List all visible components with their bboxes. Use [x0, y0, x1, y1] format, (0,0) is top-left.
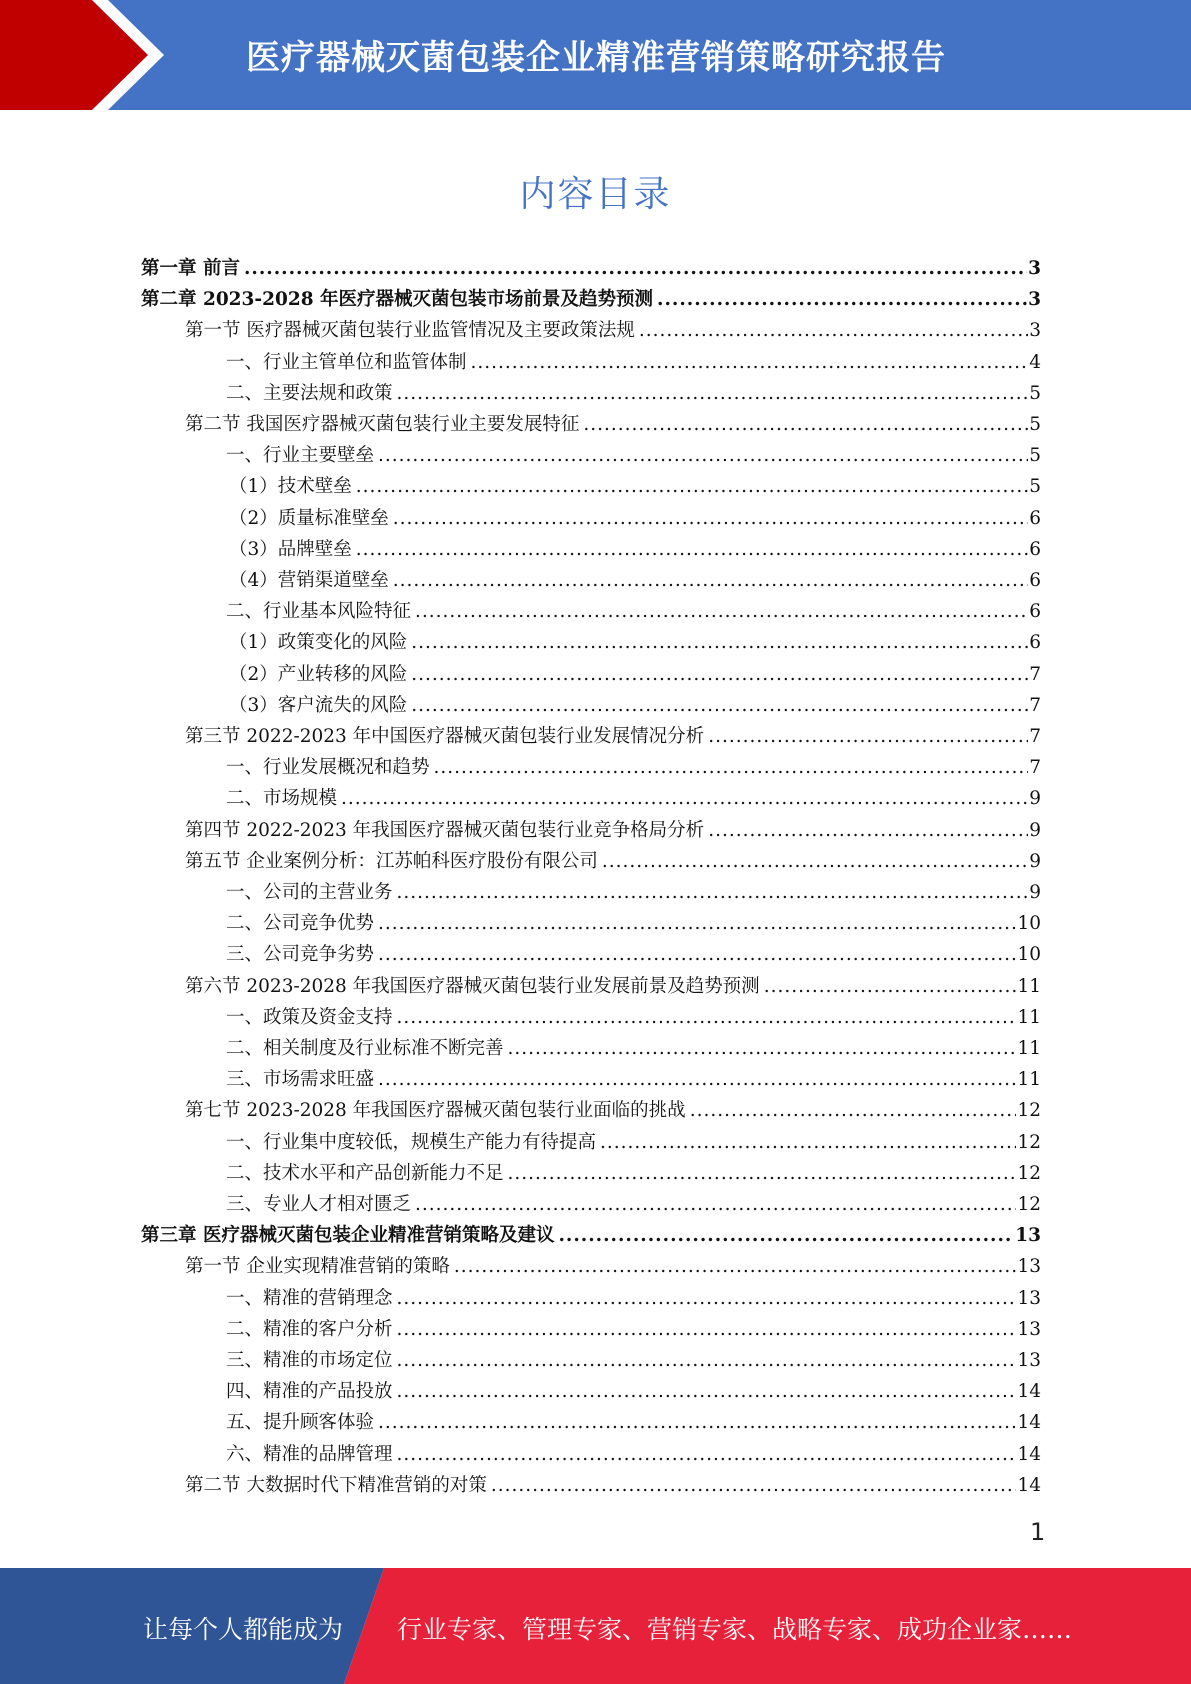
- toc-entry-label: 三、精准的市场定位: [226, 1350, 393, 1371]
- toc-dot-leader: [356, 471, 1028, 502]
- toc-entry[interactable]: [226, 1439, 1041, 1470]
- toc-entry[interactable]: [229, 503, 1041, 534]
- toc-entry-page: 6: [1029, 632, 1041, 654]
- toc-dot-leader: [764, 971, 1017, 1002]
- footer-banner: [0, 1568, 1191, 1684]
- toc-entry[interactable]: [226, 1127, 1041, 1158]
- toc-entry-label: 第三节 2022-2023 年中国医疗器械灭菌包装行业发展情况分析: [185, 726, 705, 747]
- toc-entry-label: 一、公司的主营业务: [226, 882, 393, 903]
- toc-entry[interactable]: [226, 783, 1041, 814]
- header-banner: [0, 0, 1191, 110]
- toc-entry[interactable]: [226, 877, 1041, 908]
- toc-entry-page: 3: [1028, 258, 1041, 279]
- toc-entry-page: 14: [1017, 1474, 1041, 1496]
- toc-dot-leader: [356, 534, 1028, 565]
- toc-entry-page: 5: [1029, 445, 1041, 467]
- toc-entry-label: 一、行业发展概况和趋势: [226, 757, 430, 779]
- toc-heading: 内容目录: [519, 174, 672, 215]
- toc-entry-label: 二、市场规模: [226, 788, 338, 810]
- toc-entry-page: 7: [1029, 726, 1041, 747]
- toc-entry-page: 11: [1017, 1038, 1041, 1059]
- toc-dot-leader: [491, 1470, 1017, 1501]
- toc-entry-page: 13: [1017, 1287, 1041, 1309]
- toc-entry-page: 13: [1017, 1350, 1041, 1371]
- toc-entry-page: 11: [1017, 1069, 1041, 1091]
- toc-entry-page: 6: [1029, 507, 1041, 529]
- toc-entry-label: 一、政策及资金支持: [226, 1006, 393, 1028]
- toc-entry[interactable]: [185, 1095, 1041, 1126]
- toc-entry-page: 13: [1017, 1256, 1041, 1278]
- toc-dot-leader: [600, 1127, 1016, 1158]
- toc-entry-label: 第六节 2023-2028 年我国医疗器械灭菌包装行业发展前景及趋势预测: [185, 975, 760, 997]
- toc-entry[interactable]: [226, 1189, 1041, 1220]
- toc-dot-leader: [411, 690, 1028, 721]
- toc-entry-label: 第三章 医疗器械灭菌包装企业精准营销策略及建议: [141, 1225, 555, 1247]
- toc-dot-leader: [397, 1439, 1017, 1470]
- toc-dot-leader: [657, 284, 1027, 315]
- toc-entry-page: 9: [1029, 850, 1041, 872]
- toc-entry-page: 9: [1029, 788, 1041, 810]
- toc-dot-leader: [378, 1407, 1016, 1438]
- toc-dot-leader: [508, 1033, 1017, 1064]
- toc-dot-leader: [639, 315, 1028, 346]
- toc-entry-label: （3）品牌壁垒: [229, 538, 352, 560]
- toc-entry-label: （2）产业转移的风险: [229, 663, 408, 685]
- toc-dot-leader: [558, 1220, 1014, 1251]
- toc-entry[interactable]: [185, 409, 1041, 440]
- toc-dot-leader: [411, 659, 1028, 690]
- toc-dot-leader: [244, 253, 1027, 284]
- toc-entry[interactable]: [226, 1314, 1041, 1345]
- toc-entry[interactable]: [226, 378, 1041, 409]
- toc-entry-label: 二、精准的客户分析: [226, 1318, 393, 1340]
- toc-entry-label: （2）质量标准壁垒: [229, 507, 389, 529]
- toc-entry-label: 五、提升顾客体验: [226, 1412, 375, 1434]
- toc-entry[interactable]: [226, 1376, 1041, 1407]
- toc-entry-label: 第五节 企业案例分析：江苏帕科医疗股份有限公司: [185, 850, 598, 872]
- toc-entry-label: 第二节 我国医疗器械灭菌包装行业主要发展特征: [185, 414, 580, 435]
- toc-entry[interactable]: [185, 1470, 1041, 1501]
- toc-entry-page: 6: [1029, 538, 1041, 560]
- toc-entry[interactable]: [185, 315, 1041, 346]
- toc-dot-leader: [397, 1376, 1017, 1407]
- toc-entry-label: 四、精准的产品投放: [226, 1381, 393, 1403]
- toc-entry[interactable]: [229, 471, 1041, 502]
- toc-dot-leader: [397, 877, 1029, 908]
- toc-entry[interactable]: [229, 565, 1041, 596]
- toc-entry-label: 二、公司竞争优势: [226, 913, 375, 935]
- toc-chapter-entry[interactable]: [141, 284, 1041, 315]
- toc-entry[interactable]: [226, 752, 1041, 783]
- toc-entry-label: 第一节 企业实现精准营销的策略: [185, 1256, 450, 1278]
- toc-dot-leader: [583, 409, 1028, 440]
- toc-entry-label: 一、行业集中度较低，规模生产能力有待提高: [226, 1131, 597, 1153]
- footer-slogan-left: 让每个人都能成为: [143, 1615, 344, 1644]
- toc-entry-label: 第一节 医疗器械灭菌包装行业监管情况及主要政策法规: [185, 320, 635, 342]
- toc-entry[interactable]: [226, 1345, 1041, 1376]
- toc-entry[interactable]: [226, 1407, 1041, 1438]
- toc-entry[interactable]: [226, 1064, 1041, 1095]
- footer-slogan-right: 行业专家、管理专家、营销专家、战略专家、成功企业家……: [397, 1615, 1073, 1644]
- toc-entry-page: 14: [1017, 1443, 1041, 1465]
- toc-entry-page: 7: [1029, 694, 1041, 716]
- toc-dot-leader: [341, 783, 1028, 814]
- toc-entry-label: 第四节 2022-2023 年我国医疗器械灭菌包装行业竞争格局分析: [185, 819, 705, 841]
- report-title: 医疗器械灭菌包装企业精准营销策略研究报告: [246, 38, 946, 78]
- toc-entry-page: 12: [1017, 1100, 1041, 1122]
- toc-dot-leader: [454, 1251, 1017, 1282]
- toc-entry[interactable]: [185, 1251, 1041, 1282]
- toc-entry-page: 14: [1017, 1412, 1041, 1434]
- toc-entry-label: 一、精准的营销理念: [226, 1287, 393, 1309]
- toc-entry[interactable]: [226, 1283, 1041, 1314]
- toc-entry-page: 6: [1029, 601, 1041, 623]
- toc-entry-page: 9: [1029, 882, 1041, 903]
- toc-entry-label: 六、精准的品牌管理: [226, 1443, 393, 1465]
- toc-entry-label: 二、相关制度及行业标准不断完善: [226, 1038, 504, 1059]
- toc-entry-page: 11: [1017, 975, 1041, 997]
- toc-dot-leader: [690, 1095, 1017, 1126]
- toc-entry-label: 第二章 2023-2028 年医疗器械灭菌包装市场前景及趋势预测: [141, 289, 654, 311]
- toc-entry-page: 5: [1029, 476, 1041, 498]
- toc-entry-label: 二、技术水平和产品创新能力不足: [226, 1162, 504, 1184]
- toc-entry-label: 第七节 2023-2028 年我国医疗器械灭菌包装行业面临的挑战: [185, 1100, 686, 1122]
- toc-dot-leader: [378, 1064, 1016, 1095]
- toc-entry-label: （1）技术壁垒: [229, 476, 352, 498]
- toc-dot-leader: [397, 1345, 1017, 1376]
- toc-entry[interactable]: [229, 534, 1041, 565]
- toc-entry[interactable]: [226, 1033, 1041, 1064]
- toc-dot-leader: [708, 815, 1028, 846]
- toc-entry-label: 第二节 大数据时代下精准营销的对策: [185, 1474, 487, 1496]
- toc-entry-page: 4: [1029, 351, 1041, 373]
- toc-entry-page: 9: [1029, 819, 1041, 841]
- toc-dot-leader: [393, 503, 1028, 534]
- toc-entry-label: 一、行业主管单位和监管体制: [226, 351, 467, 373]
- toc-entry[interactable]: [229, 627, 1041, 658]
- toc-dot-leader: [415, 596, 1028, 627]
- toc-entry[interactable]: [226, 1002, 1041, 1033]
- toc-dot-leader: [397, 1002, 1017, 1033]
- toc-entry-page: 13: [1017, 1318, 1041, 1340]
- toc-entry-label: （3）客户流失的风险: [229, 694, 408, 716]
- page-number: 1: [1030, 1518, 1046, 1546]
- toc-entry-label: 三、公司竞争劣势: [226, 944, 375, 966]
- toc-entry-label: 二、行业基本风险特征: [226, 601, 412, 623]
- toc-entry[interactable]: [226, 908, 1041, 939]
- toc-entry-page: 6: [1029, 570, 1041, 591]
- toc-entry-page: 10: [1017, 944, 1041, 966]
- toc-entry-page: 13: [1015, 1225, 1041, 1247]
- toc-dot-leader: [397, 1314, 1017, 1345]
- toc-dot-leader: [602, 846, 1028, 877]
- toc-entry-label: 第一章 前言: [141, 258, 240, 279]
- toc-dot-leader: [708, 721, 1028, 752]
- toc-entry[interactable]: [229, 659, 1041, 690]
- toc-entry[interactable]: [226, 440, 1041, 471]
- toc-entry-page: 12: [1017, 1194, 1041, 1215]
- toc-entry[interactable]: [229, 690, 1041, 721]
- toc-entry-label: 三、市场需求旺盛: [226, 1069, 375, 1091]
- toc-entry-label: 二、主要法规和政策: [226, 382, 393, 404]
- toc-entry-page: 7: [1029, 663, 1041, 685]
- toc-chapter-entry[interactable]: [141, 1220, 1041, 1251]
- toc-entry-page: 5: [1029, 414, 1041, 435]
- toc-entry-page: 3: [1028, 289, 1041, 311]
- toc-dot-leader: [397, 1283, 1017, 1314]
- toc-entry[interactable]: [226, 347, 1041, 378]
- toc-dot-leader: [411, 627, 1028, 658]
- toc-entry-page: 10: [1017, 913, 1041, 935]
- toc-entry[interactable]: [185, 721, 1041, 752]
- toc-dot-leader: [471, 347, 1029, 378]
- toc-dot-leader: [508, 1158, 1017, 1189]
- toc-entry[interactable]: [185, 846, 1041, 877]
- toc-dot-leader: [415, 1189, 1016, 1220]
- toc-entry-label: （1）政策变化的风险: [229, 632, 408, 654]
- toc-dot-leader: [397, 378, 1029, 409]
- toc-dot-leader: [434, 752, 1029, 783]
- toc-entry-label: 一、行业主要壁垒: [226, 445, 375, 467]
- toc-entry[interactable]: [226, 939, 1041, 970]
- toc-entry-page: 12: [1017, 1162, 1041, 1184]
- toc-dot-leader: [378, 908, 1016, 939]
- toc-entry[interactable]: [226, 1158, 1041, 1189]
- toc-entry-page: 3: [1029, 320, 1041, 342]
- toc-chapter-entry[interactable]: [141, 253, 1041, 284]
- toc-entry-label: （4）营销渠道壁垒: [229, 570, 389, 591]
- toc-entry-page: 5: [1029, 382, 1041, 404]
- toc-entry-page: 12: [1017, 1131, 1041, 1153]
- toc-entry[interactable]: [185, 815, 1041, 846]
- toc-entry-page: 7: [1029, 757, 1041, 779]
- toc-entry-page: 14: [1017, 1381, 1041, 1403]
- toc-entry-label: 三、专业人才相对匮乏: [226, 1194, 412, 1215]
- toc-dot-leader: [378, 440, 1028, 471]
- toc-entry-page: 11: [1017, 1006, 1041, 1028]
- toc-entry[interactable]: [185, 971, 1041, 1002]
- toc-entry[interactable]: [226, 596, 1041, 627]
- toc-dot-leader: [393, 565, 1028, 596]
- toc-dot-leader: [378, 939, 1016, 970]
